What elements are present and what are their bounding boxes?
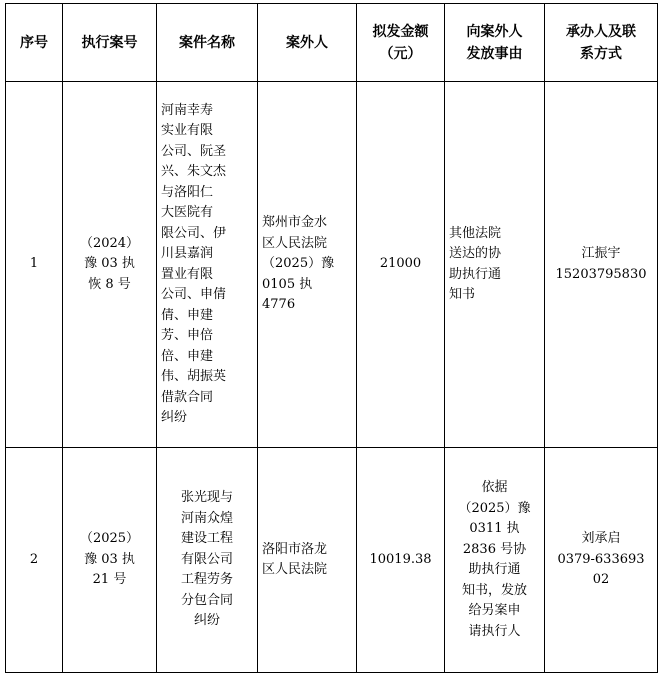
row-index: 2 — [6, 448, 63, 673]
row-case-name: 张光现与 河南众煌 建设工程 有限公司 工程劳务 分包合同 纠纷 — [157, 448, 258, 673]
disbursement-table — [5, 3, 658, 673]
row-case-number: （2025） 豫 03 执 21 号 — [63, 448, 157, 673]
row-handler: 刘承启 0379-633693 02 — [545, 448, 658, 673]
header-case-number: 执行案号 — [63, 4, 157, 82]
row-case-name: 河南幸寿 实业有限 公司、阮圣 兴、朱文杰 与洛阳仁 大医院有 限公司、伊 川县嘉润 置业有限 公司、申倩 倩、申建 芳、申倍 倍、申建 伟、胡振英 借款合同 纠纷 — [157, 82, 258, 448]
header-handler: 承办人及联 系方式 — [545, 4, 658, 82]
row-reason: 依据 （2025）豫 0311 执 2836 号协 助执行通 知书，发放 给另案申 请执行人 — [445, 448, 545, 673]
row-handler: 江振宇 15203795830 — [545, 82, 658, 448]
table-row — [6, 448, 658, 673]
row-case-number: （2024） 豫 03 执 恢 8 号 — [63, 82, 157, 448]
header-amount: 拟发金额 （元） — [357, 4, 445, 82]
row-amount: 10019.38 — [357, 448, 445, 673]
row-reason: 其他法院 送达的协 助执行通 知书 — [445, 82, 545, 448]
header-outsider: 案外人 — [258, 4, 357, 82]
row-index: 1 — [6, 82, 63, 448]
table-header-row — [6, 4, 658, 82]
row-outsider: 郑州市金水 区人民法院 （2025）豫 0105 执 4776 — [258, 82, 357, 448]
row-outsider: 洛阳市洛龙 区人民法院 — [258, 448, 357, 673]
table-row — [6, 82, 658, 448]
header-index: 序号 — [6, 4, 63, 82]
header-reason: 向案外人 发放事由 — [445, 4, 545, 82]
row-amount: 21000 — [357, 82, 445, 448]
header-case-name: 案件名称 — [157, 4, 258, 82]
